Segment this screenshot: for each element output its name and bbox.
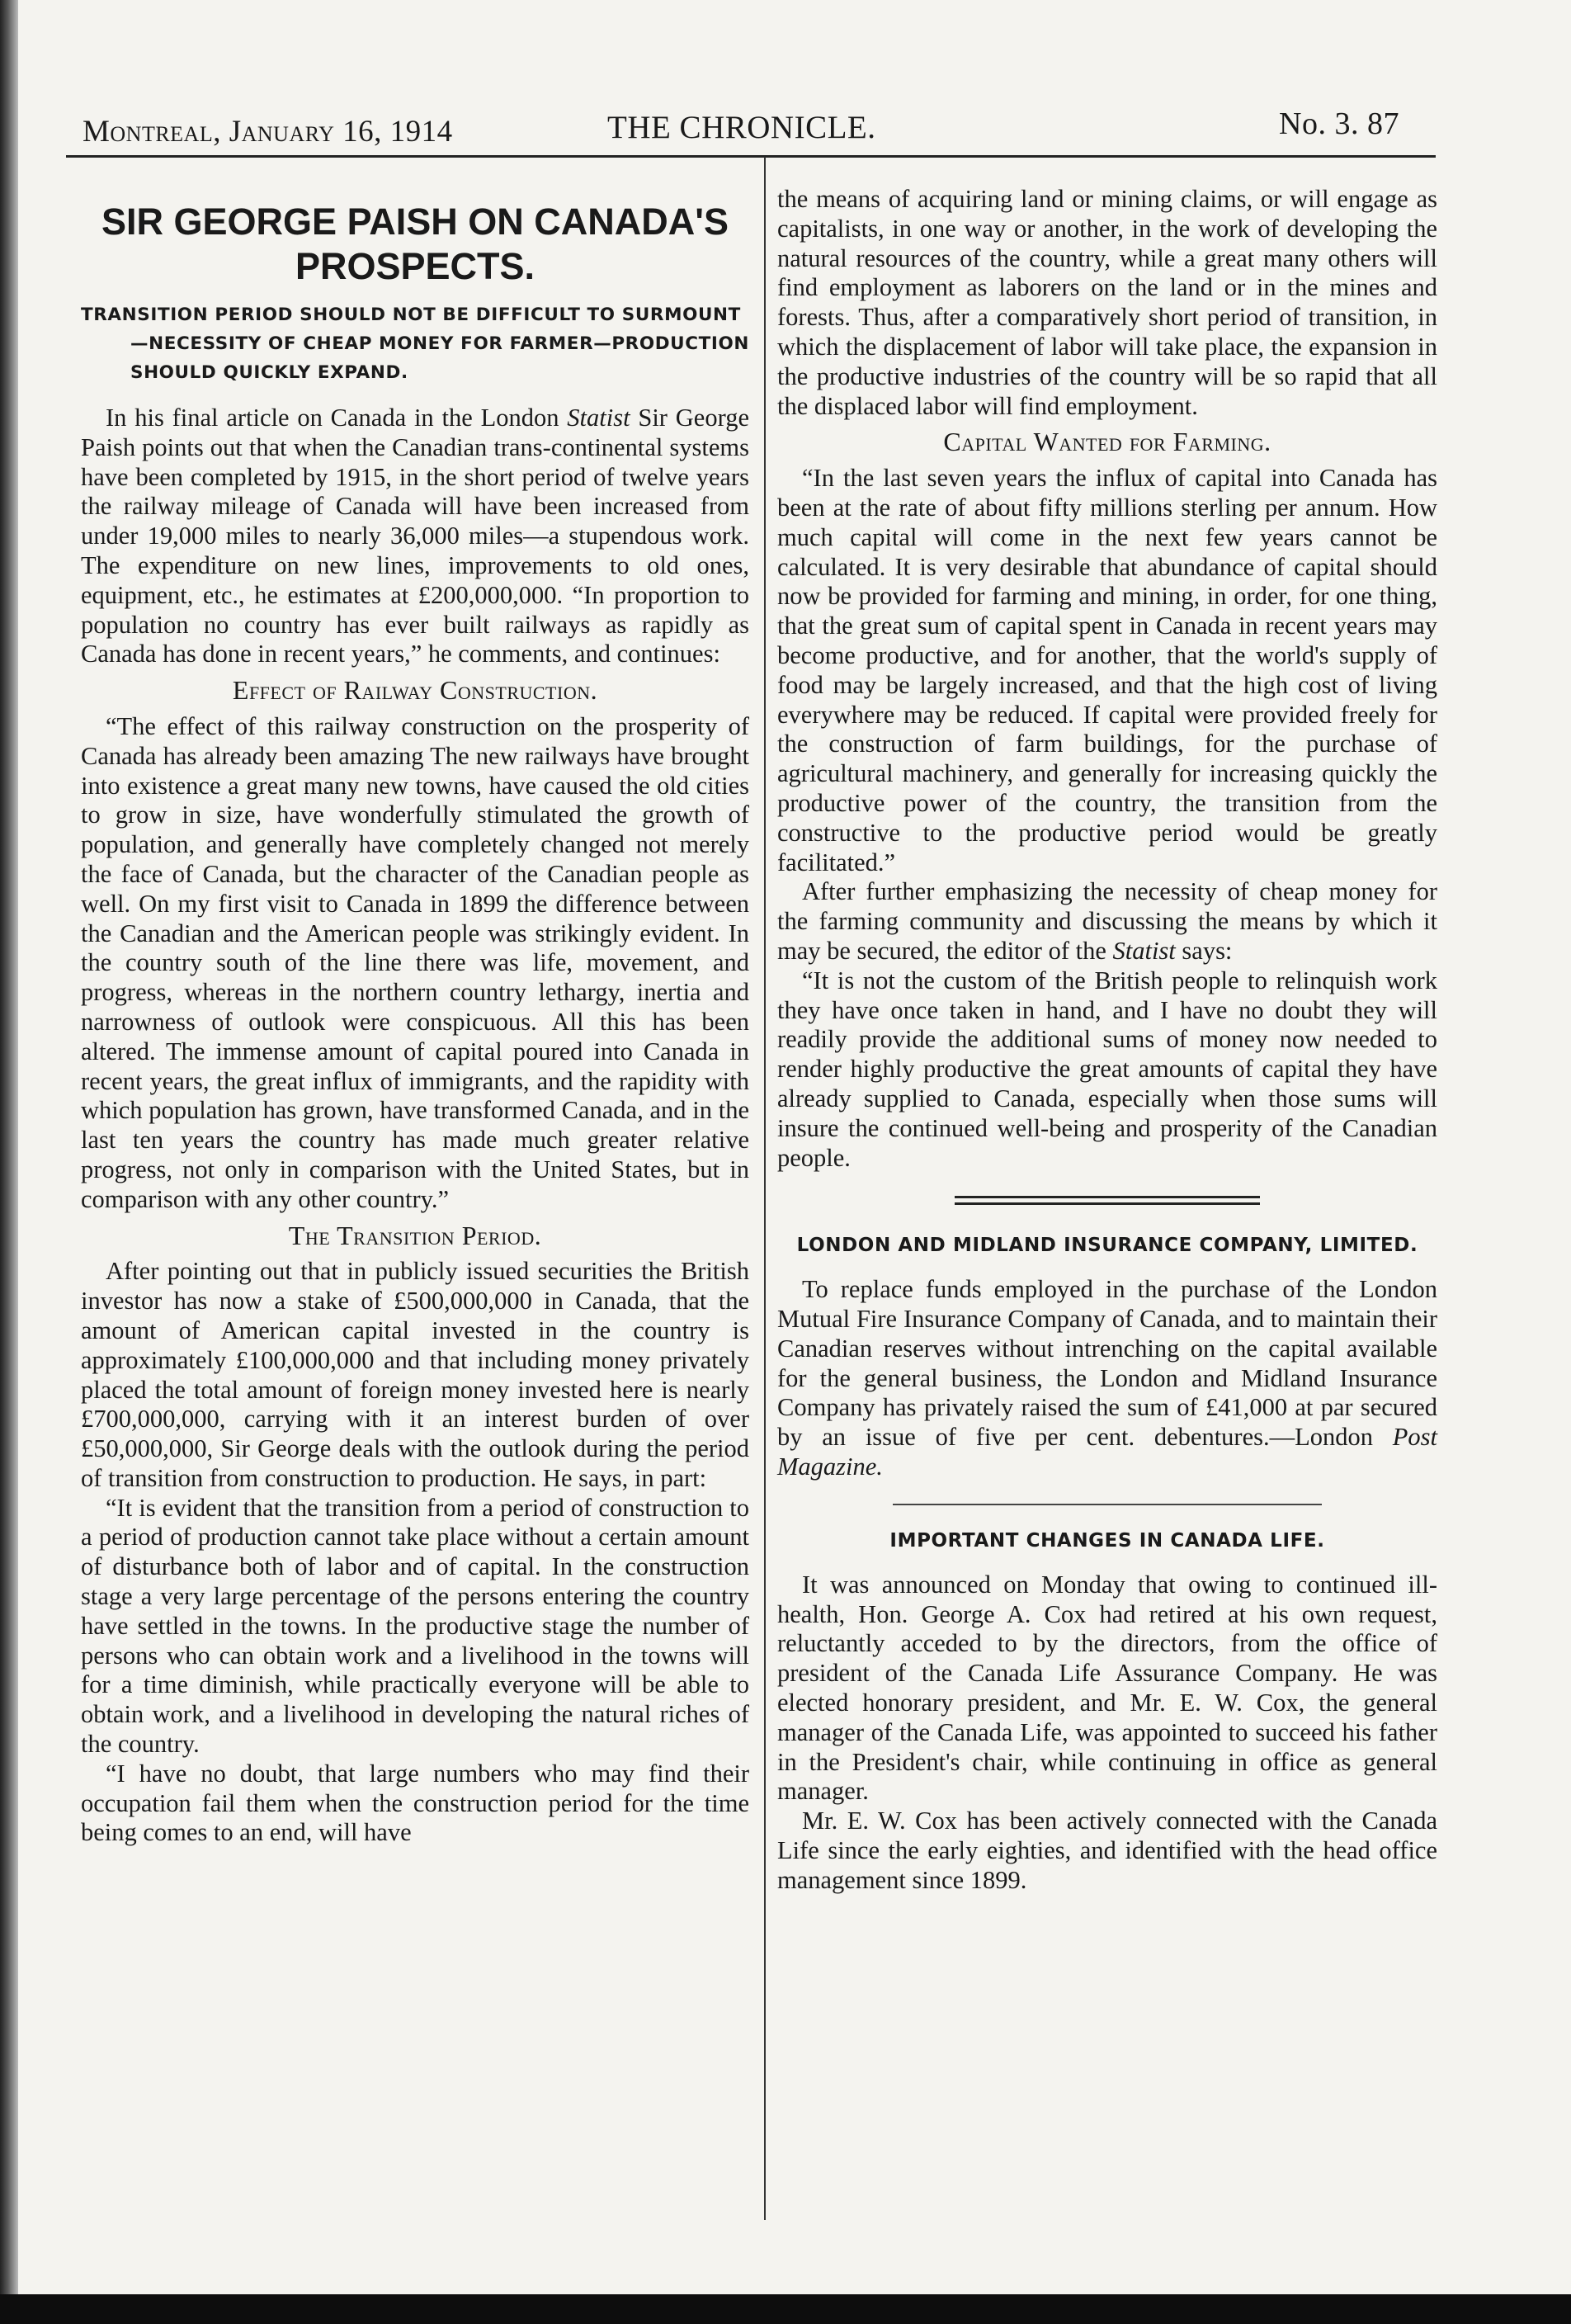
header-date: Montreal, January 16, 1914 bbox=[83, 115, 453, 149]
canada-life-article-title: IMPORTANT CHANGES IN CANADA LIFE. bbox=[889, 1529, 1325, 1552]
scan-bottom-band bbox=[0, 2294, 1571, 2324]
paragraph-continued: the means of acquiring land or mining claims, or will engage as capitalists, in one way or another, in the work of developing the natural resources of the country, while a great many others will find employment as laborers on the land or in the mines and forests. Thus, after a comparatively short period of transition, in which the displacement of labor will take place, the expansion in the productive industries of the country will be so rapid that all the displaced labor will find employment. bbox=[777, 185, 1437, 420]
header-rule bbox=[66, 155, 1436, 158]
intro-text-c: Sir George Paish points out that when the Canadian trans-continental systems have been completed by 1915, in the short period of twelve years the railway mileage of Canada will have been increased from under 19,000 miles to nearly 36,000 miles—a stupendous work. The expenditure on new lines, improvements to old ones, equipment, etc., he estimates at £200,000,000. “In proportion to population no country has ever built railways as rapidly as Canada has done in recent years,” he comments, and continues: bbox=[81, 404, 749, 668]
right-column bbox=[777, 185, 1437, 1896]
intro-text-a: In his final article on Canada in the London bbox=[106, 404, 568, 432]
after-text-a: After further emphasizing the necessity of cheap money for the farming community and discussing the means by which it may be secured, the editor of the bbox=[777, 877, 1437, 965]
paragraph-custom: “It is not the custom of the British people to relinquish work they have once taken in hand, and I have no doubt they will readily provide the additional sums of money now needed to render highly productive the great amounts of capital they have already supplied to Canada, especially when those sums will insure the continued well-being and prosperity of the Canadian people. bbox=[777, 966, 1437, 1172]
running-head bbox=[66, 106, 1419, 155]
insurance-paragraph bbox=[777, 1275, 1437, 1482]
after-text-statist: Statist bbox=[1112, 936, 1176, 965]
subhead-effect: Effect of Railway Construction. bbox=[232, 675, 598, 706]
insurance-article-title: LONDON AND MIDLAND INSURANCE COMPANY, LIMITED. bbox=[796, 1235, 1418, 1257]
issue-page-number: No. 3. 87 bbox=[1279, 106, 1399, 141]
scan-left-edge bbox=[0, 0, 18, 2324]
subhead-capital: Capital Wanted for Farming. bbox=[943, 427, 1271, 457]
paragraph-evident: “It is evident that the transition from a period of construction to a period of production cannot take place without a certain amount of disturbance both of labor and of capital. In the construction stage a very large percentage of the persons entering the country have settled in the towns. In the productive stage the number of persons who can obtain work and a livelihood in the towns will for a time diminish, while practically everyone will be able to obtain work, and a livelihood in developing the natural riches of the country. bbox=[81, 1493, 749, 1759]
section-divider-2 bbox=[893, 1504, 1322, 1505]
journal-title: THE CHRONICLE. bbox=[607, 110, 876, 145]
subhead-transition: The Transition Period. bbox=[288, 1220, 542, 1250]
paragraph-effect: “The effect of this railway construction on the prosperity of Canada has already been amazing The new railways have brought into existence a great many new towns, have caused the old cities to grow in size, have wonderfully stimulated the growth of population, and generally have completely changed not merely the face of Canada, but the character of the Canadian people as well. On my first visit to Canada in 1899 the difference between the Canadian and the American people was strikingly evident. In the country south of the line there was life, movement, and progress, whereas in the northern country lethargy, inertia and narrowness of outlook were conspicuous. All this has been altered. The immense amount of capital poured into Canada in recent years, the great influx of immigrants, and the rapidity with which population has grown, have transformed Canada, and in the last ten years the country has made much greater relative progress, not only in comparison with the United States, but in comparison with any other country.” bbox=[81, 711, 749, 1213]
section-divider bbox=[955, 1196, 1260, 1205]
paragraph-after bbox=[777, 877, 1437, 966]
paragraph-capital: “In the last seven years the influx of capital into Canada has been at the rate of about fifty millions sterling per annum. How much capital will come in the next few years cannot be calculated. It is very desirable that abundance of capital should now be provided for farming and mining, in order, for one thing, that the great sum of capital spent in Canada in recent years may become productive, and for another, that the world's supply of food may be largely increased, and that the high cost of living everywhere may be reduced. If capital were provided freely for the construction of farm buildings, for the purchase of agricultural machinery, and generally for increasing quickly the productive power of the country, the transition from the constructive to the productive period would be greatly facilitated.” bbox=[777, 464, 1437, 876]
article-deck bbox=[81, 300, 749, 387]
after-text-c: says: bbox=[1175, 936, 1233, 965]
article-title: SIR GEORGE PAISH ON CANADA'S PROSPECTS. bbox=[101, 201, 729, 287]
column-rule bbox=[764, 157, 766, 2220]
deck-text: TRANSITION PERIOD SHOULD NOT BE DIFFICULT TO SURMOUNT—NECESSITY OF CHEAP MONEY FOR FARMER—PRODUCTION SHOULD QUICKLY EXPAND. bbox=[81, 305, 749, 383]
intro-paragraph bbox=[81, 404, 749, 669]
canada-life-paragraph-1: It was announced on Monday that owing to continued ill-health, Hon. George A. Cox had retired at his own request, reluctantly acceded to by the directors, from the office of president of the Canada Life Assurance Company. He was elected honorary president, and Mr. E. W. Cox, the general manager of the Canada Life, was appointed to succeed his father in the President's chair, while continuing in office as general manager. bbox=[777, 1570, 1437, 1806]
insurance-source: Post Magazine. bbox=[777, 1423, 1437, 1481]
intro-text-statist: Statist bbox=[567, 404, 630, 432]
paragraph-transition: After pointing out that in publicly issued securities the British investor has now a stake of £500,000,000 in Canada, that the amount of American capital invested in the country is approximately £100,000,000 and that including money privately placed the total amount of foreign money invested here is nearly £700,000,000, carrying with it an interest burden of over £50,000,000, Sir George deals with the outlook during the period of transition from construction to production. He says, in part: bbox=[81, 1257, 749, 1492]
insurance-text: To replace funds employed in the purchase of the London Mutual Fire Insurance Company of Canada, and to maintain their Canadian reserves without intrenching on the capital available for the general business, the London and Midland Insurance Company has privately raised the sum of £41,000 at par secured by an issue of five per cent. debentures.—London bbox=[777, 1275, 1437, 1452]
paragraph-no-doubt: “I have no doubt, that large numbers who may find their occupation fail them when the construction period for the time being comes to an end, will have bbox=[81, 1759, 749, 1847]
page bbox=[15, 0, 1571, 2294]
canada-life-paragraph-2: Mr. E. W. Cox has been actively connected with the Canada Life since the early eighties, and identified with the head office management since 1899. bbox=[777, 1807, 1437, 1894]
left-column bbox=[81, 175, 749, 1848]
